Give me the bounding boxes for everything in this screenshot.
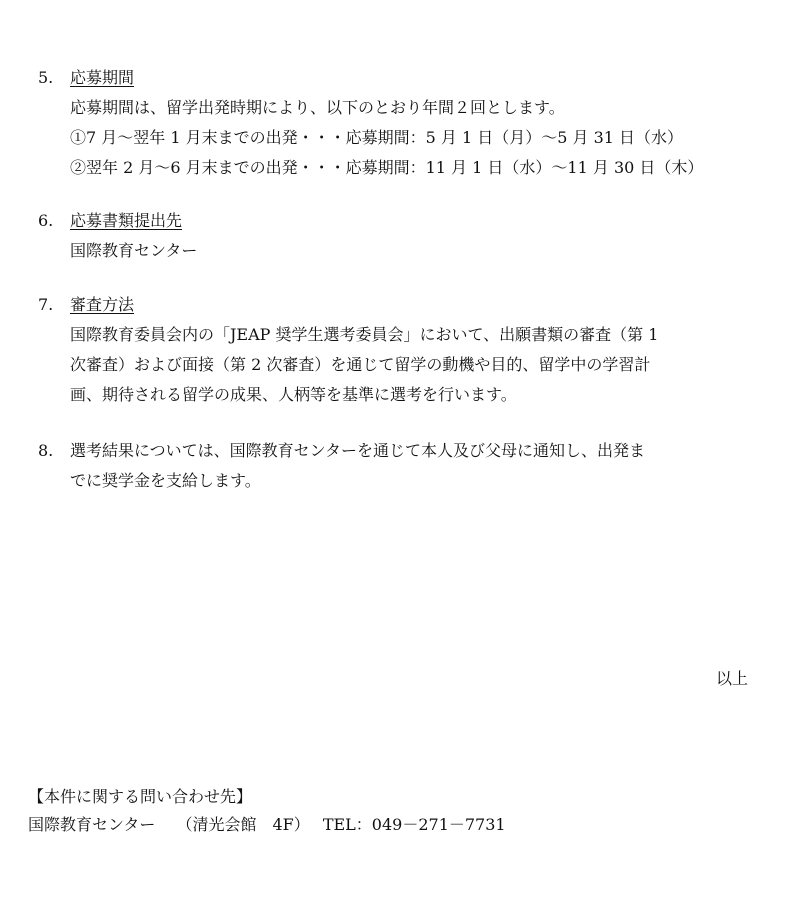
- section-5-body: [38, 93, 748, 183]
- section-6: [38, 206, 748, 266]
- section-7-line: 国際教育委員会内の「JEAP 奨学生選考委員会」において、出願書類の審査（第 1: [70, 325, 659, 344]
- section-5: [38, 63, 748, 183]
- section-7-line: 画、期待される留学の成果、人柄等を基準に選考を行います。: [70, 385, 517, 404]
- section-8-line: 選考結果については、国際教育センターを通じて本人及び父母に通知し、出発ま: [70, 441, 646, 460]
- section-7: [38, 290, 748, 410]
- section-8-paragraph: [70, 436, 748, 496]
- section-8-number: 8.: [38, 441, 54, 460]
- contact-heading: 【本件に関する問い合わせ先】: [28, 787, 253, 806]
- section-6-heading: [38, 206, 748, 236]
- section-6-line: 国際教育センター: [70, 241, 198, 260]
- contact-details: 国際教育センター （清光会館 4F） TEL：049－271－7731: [28, 815, 506, 834]
- section-8-line: でに奨学金を支給します。: [70, 471, 261, 490]
- section-7-body: [38, 320, 748, 410]
- section-6-body: [38, 236, 748, 266]
- section-5-title: 応募期間: [70, 68, 135, 87]
- section-5-line: ②翌年 2 月～6 月末までの出発・・・応募期間：11 月 1 日（水）～11 月 30 日（木）: [70, 158, 704, 177]
- section-8: [38, 436, 748, 496]
- closing-text: 以上: [715, 669, 748, 688]
- section-5-number: 5.: [38, 68, 54, 87]
- section-6-number: 6.: [38, 211, 54, 230]
- section-5-heading: [38, 63, 748, 93]
- section-7-line: 次審査）および面接（第 2 次審査）を通じて留学の動機や目的、留学中の学習計: [70, 355, 651, 374]
- section-5-line: ①7 月～翌年 1 月末までの出発・・・応募期間：5 月 1 日（月）～5 月 31 日（水）: [70, 128, 684, 147]
- section-7-title: 審査方法: [70, 295, 135, 314]
- section-5-line: 応募期間は、留学出発時期により、以下のとおり年間２回とします。: [70, 98, 565, 117]
- section-6-title: 応募書類提出先: [70, 211, 183, 230]
- section-7-number: 7.: [38, 295, 54, 314]
- section-8-row: [38, 436, 748, 496]
- section-7-heading: [38, 290, 748, 320]
